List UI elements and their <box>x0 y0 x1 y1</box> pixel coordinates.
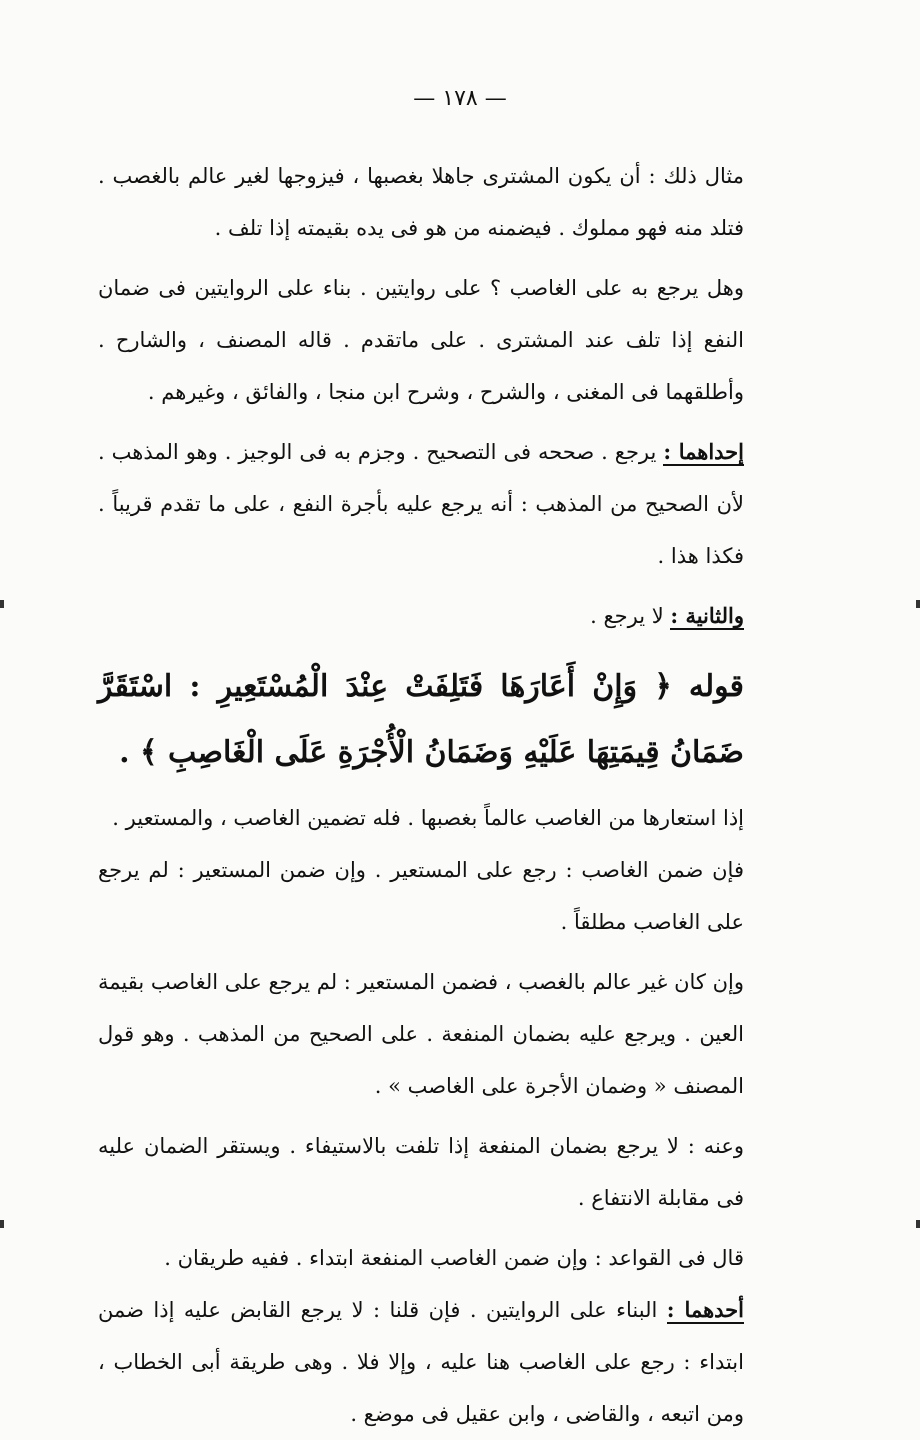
section-heading: قوله ﴿ وَإِنْ أَعَارَهَا فَتَلِفَتْ عِنْدَ الْمُسْتَعِيرِ : اسْتَقَرَّ ضَمَانُ قِيمَتِهَا عَلَيْهِ وَضَمَانُ الْأُجْرَةِ عَلَى الْغَاصِبِ ﴾ . <box>98 669 744 770</box>
paragraph-10-text: البناء على الروايتين . فإن قلنا : لا يرجع القابض عليه إذا ضمن ابتداء : رجع على الغاصب هنا عليه ، وإلا فلا . وهى طريقة أبى الخطاب ، ومن اتبعه ، والقاضى ، وابن عقيل فى موضع . <box>98 1298 744 1426</box>
page-body <box>98 150 744 1440</box>
paragraph-6: فإن ضمن الغاصب : رجع على المستعير . وإن ضمن المستعير : لم يرجع على الغاصب مطلقاً . <box>98 858 744 934</box>
paragraph-7: وإن كان غير عالم بالغصب ، فضمن المستعير : لم يرجع على الغاصب بقيمة العين . ويرجع عليه بضمان المنفعة . على الصحيح من المذهب . وهو قول المصنف « وضمان الأجرة على الغاصب » . <box>98 970 744 1098</box>
paragraph-8: وعنه : لا يرجع بضمان المنفعة إذا تلفت بالاستيفاء . ويستقر الضمان عليه فى مقابلة الانتفاع . <box>98 1134 744 1210</box>
scan-edge-mark <box>0 1220 4 1228</box>
keyword-second: والثانية : <box>670 603 744 628</box>
page-number: — ١٧٨ — <box>413 86 507 111</box>
keyword-one-of-two: أحدهما : <box>666 1297 744 1322</box>
paragraph-9: قال فى القواعد : وإن ضمن الغاصب المنفعة ابتداء . ففيه طريقان . <box>164 1246 744 1270</box>
paragraph-10 <box>98 1284 744 1440</box>
scan-edge-mark <box>916 600 920 608</box>
keyword-first: إحداهما : <box>663 439 745 464</box>
paragraph-5: إذا استعارها من الغاصب عالماً بغصبها . فله تضمين الغاصب ، والمستعير . <box>112 806 744 830</box>
paragraph-3-text: يرجع . صححه فى التصحيح . وجزم به فى الوجيز . وهو المذهب . لأن الصحيح من المذهب : أنه يرجع عليه بأجرة النفع ، على ما تقدم قريباً . فكذا هذا . <box>98 440 744 568</box>
paragraph-1: مثال ذلك : أن يكون المشترى جاهلا بغصبها ، فيزوجها لغير عالم بالغصب . فتلد منه فهو مملوك . فيضمنه من هو فى يده بقيمته إذا تلف . <box>98 164 744 240</box>
paragraph-4-text: لا يرجع . <box>590 604 664 628</box>
scan-edge-mark <box>0 600 4 608</box>
paragraph-4 <box>98 590 744 642</box>
paragraph-2: وهل يرجع به على الغاصب ؟ على روايتين . بناء على الروايتين فى ضمان النفع إذا تلف عند المشترى . على ماتقدم . قاله المصنف ، والشارح . وأطلقهما فى المغنى ، والشرح ، وشرح ابن منجا ، والفائق ، وغيرهم . <box>98 276 744 404</box>
scan-edge-mark <box>916 1220 920 1228</box>
paragraph-3 <box>98 426 744 582</box>
